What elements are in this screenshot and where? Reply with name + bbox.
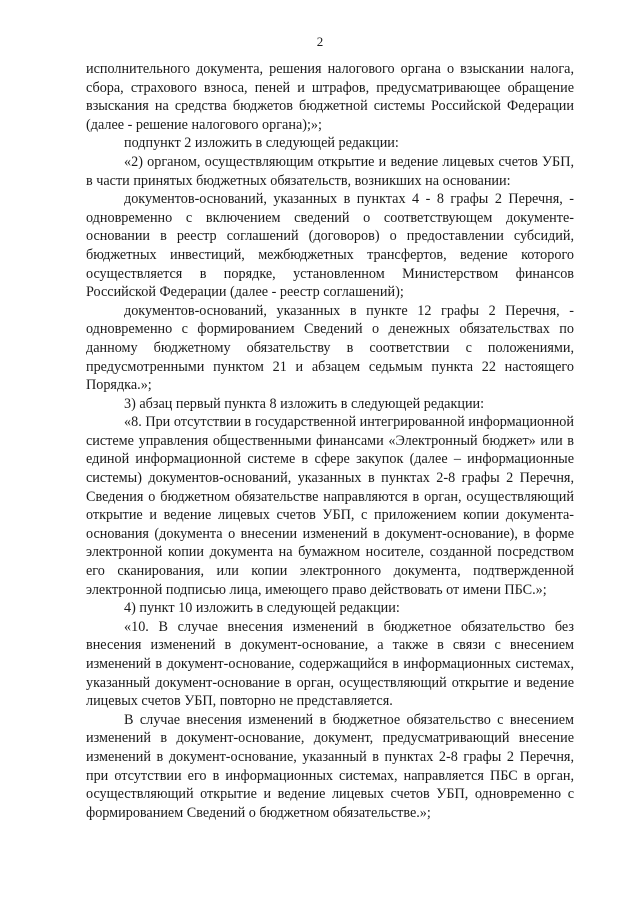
paragraph-point-10-second: В случае внесения изменений в бюджетное обязательство с внесением изменений в документ-основание, документ, предусматривающий внесение изменений в документ-основание, указанный в пунктах 2-8 графы 2 Перечня, при отсутствии его в информационных системах, направляется ПБС в орган, осуществляющий открытие и ведение лицевых счетов УБП, одновременно с формированием Сведений о бюджетном обязательстве.»; bbox=[86, 711, 574, 821]
paragraph-point-10-text: «10. В случае внесения изменений в бюджетное обязательство без внесения изменений в документ-основание, а также в связи с внесением изменений в документ-основание, содержащийся в информационных системах, указанный документ-основание в орган, осуществляющий открытие и ведение лицевых счетов УБП, повторно не представляется. bbox=[86, 618, 574, 710]
paragraph-points-4-8: документов-оснований, указанных в пунктах 4 - 8 графы 2 Перечня, - одновременно с включением сведений о соответствующем документе-основании в реестр соглашений (договоров) о предоставлении субсидий, бюджетных инвестиций, межбюджетных трансфертов, ведение которого осуществляется в порядке, установленном Министерством финансов Российской Федерации (далее - реестр соглашений); bbox=[86, 191, 574, 301]
document-body bbox=[86, 60, 574, 822]
paragraph-subpoint-2-intro: подпункт 2 изложить в следующей редакции: bbox=[124, 135, 399, 152]
paragraph-item-3-intro: 3) абзац первый пункта 8 изложить в следующей редакции: bbox=[124, 395, 485, 412]
page-number: 2 bbox=[316, 34, 324, 49]
paragraph-point-12: документов-оснований, указанных в пункте 12 графы 2 Перечня, - одновременно с формированием Сведений о денежных обязательствах по данному бюджетному обязательству в соответствии с положениями, предусмотренными пунктом 21 и абзацем седьмым пункта 22 настоящего Порядка.»; bbox=[86, 302, 574, 394]
paragraph-point-8-text: «8. При отсутствии в государственной интегрированной информационной системе управления общественными финансами «Электронный бюджет» или в единой информационной системе в сфере закупок (далее – информационные системы) документов-оснований, указанных в пунктах 2-8 графы 2 Перечня, Сведения о бюджетном обязательстве направляются в орган, осуществляющий открытие и ведение лицевых счетов УБП, с приложением копии документа-основания (документа о внесении изменений в документ-основание), в форме электронной копии документа на бумажном носителе, созданной посредством его сканирования, или копии электронного документа, подтвержденной электронной подписью лица, имеющего право действовать от имени ПБС.»; bbox=[86, 414, 574, 598]
paragraph-subpoint-2-text: «2) органом, осуществляющим открытие и ведение лицевых счетов УБП, в части принятых бюджетных обязательств, возникших на основании: bbox=[86, 153, 574, 189]
paragraph-item-4-intro: 4) пункт 10 изложить в следующей редакции: bbox=[124, 600, 400, 617]
paragraph-continuation: исполнительного документа, решения налогового органа о взыскании налога, сбора, страхового взноса, пеней и штрафов, предусматривающее обращение взыскания на средства бюджетов бюджетной системы Российской Федерации (далее - решение налогового органа);»; bbox=[86, 61, 574, 133]
